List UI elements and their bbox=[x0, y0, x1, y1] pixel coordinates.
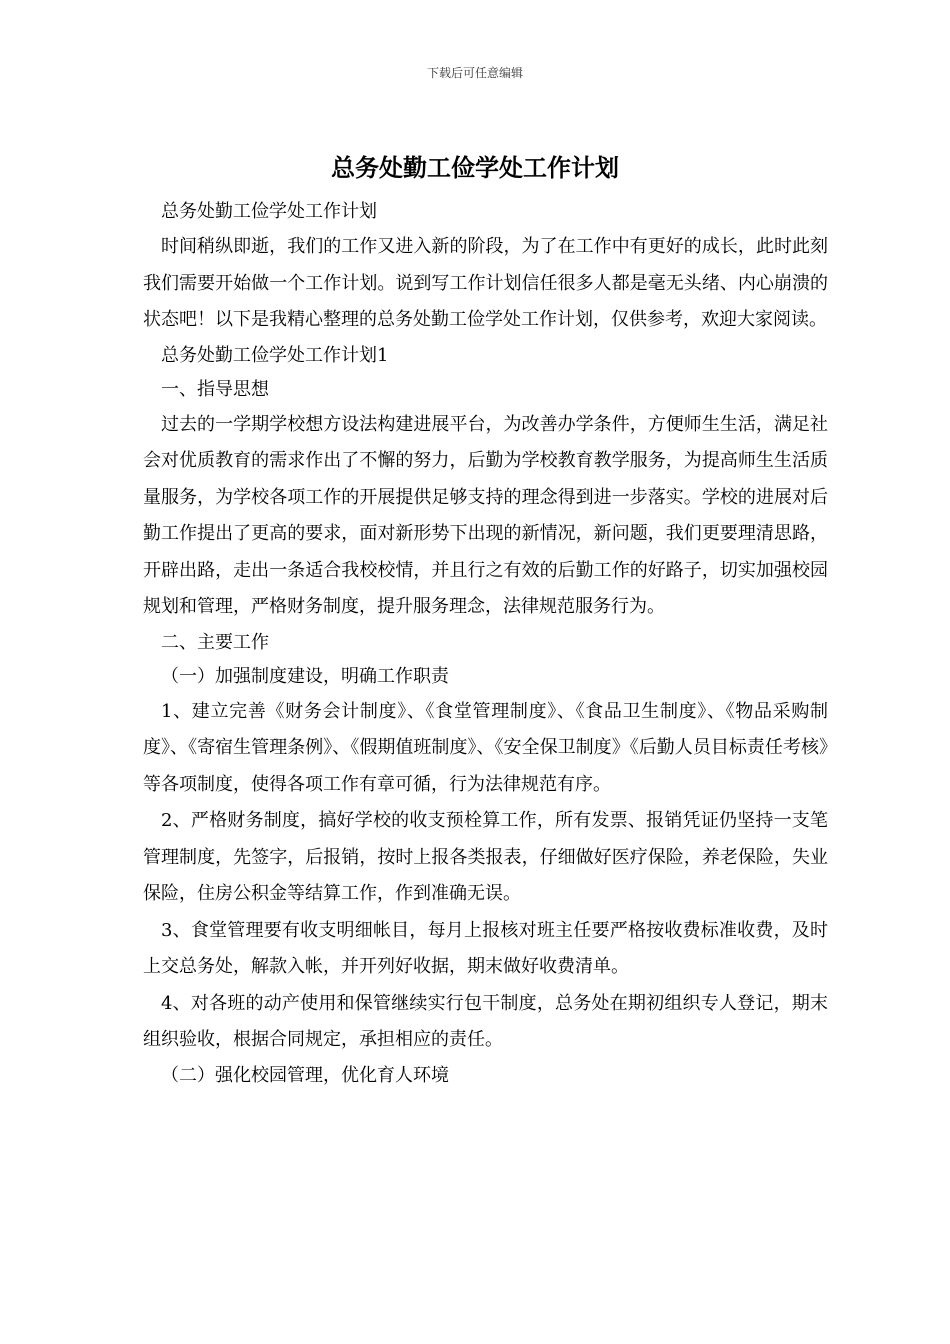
paragraph-guiding-thought: 过去的一学期学校想方设法构建进展平台，为改善办学条件，方便师生生活，满足社会对优质教育的需求作出了不懈的努力，后勤为学校教育教学服务，为提高师生生活质量服务，为学校各项工作的开展提供足够支持的理念得到进一步落实。学校的进展对后勤工作提出了更高的要求，面对新形势下出现的新情况，新问题，我们更要理清思路，开辟出路，走出一条适合我校校情，并且行之有效的后勤工作的好路子，切实加强校园规划和管理，严格财务制度，提升服务理念，法律规范服务行为。 bbox=[143, 413, 828, 617]
paragraph-subtitle: 总务处勤工俭学处工作计划 bbox=[161, 201, 377, 222]
document-body bbox=[143, 195, 828, 1093]
list-item-4: 4、对各班的动产使用和保管继续实行包干制度，总务处在期初组织专人登记，期末组织验收，根据合同规定，承担相应的责任。 bbox=[143, 992, 828, 1050]
list-item-2: 2、严格财务制度，搞好学校的收支预栓算工作，所有发票、报销凭证仍坚持一支笔管理制度，先签字，后报销，按时上报各类报表，仔细做好医疗保险，养老保险，失业保险，住房公积金等结算工作，作到准确无误。 bbox=[143, 810, 828, 904]
header-note: 下载后可任意编辑 bbox=[426, 66, 523, 80]
subsection-heading-2: （二）强化校园管理，优化育人环境 bbox=[161, 1064, 449, 1086]
list-item-3: 3、食堂管理要有收支明细帐目，每月上报核对班主任要严格按收费标准收费，及时上交总务处，解款入帐，并开列好收据，期末做好收费清单。 bbox=[143, 919, 828, 977]
paragraph-plan-heading: 总务处勤工俭学处工作计划1 bbox=[161, 344, 389, 366]
section-heading-guiding-thought: 一、指导思想 bbox=[161, 378, 269, 400]
section-heading-main-work: 二、主要工作 bbox=[161, 631, 269, 653]
list-item-1: 1、建立完善《财务会计制度》、《食堂管理制度》、《食品卫生制度》、《物品采购制度》、《寄宿生管理条例》、《假期值班制度》、《安全保卫制度》《后勤人员目标责任考核》等各项制度，使得各项工作有章可循，行为法律规范有序。 bbox=[143, 700, 828, 795]
document-title: 总务处勤工俭学处工作计划 bbox=[331, 153, 619, 182]
subsection-heading-1: （一）加强制度建设，明确工作职责 bbox=[161, 665, 449, 687]
paragraph-intro: 时间稍纵即逝，我们的工作又进入新的阶段，为了在工作中有更好的成长，此时此刻我们需要开始做一个工作计划。说到写工作计划信任很多人都是毫无头绪、内心崩溃的状态吧！以下是我精心整理的总务处勤工俭学处工作计划，仅供参考，欢迎大家阅读。 bbox=[143, 236, 828, 330]
